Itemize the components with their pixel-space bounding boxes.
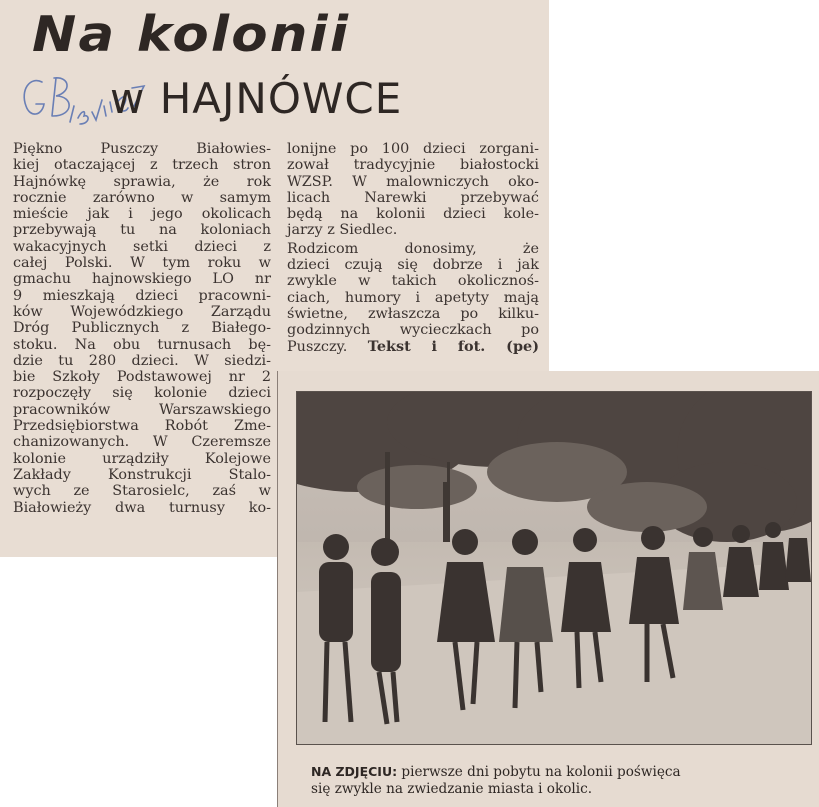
photograph-children-walking-icon bbox=[296, 391, 812, 745]
text-line: stoku. Na obu turnusach bę- bbox=[13, 336, 271, 353]
text-line: mieście jak i jego okolicach bbox=[13, 206, 271, 223]
text-line: gmachu hajnowskiego LO nr bbox=[13, 271, 271, 288]
text-line: Rodzicom donosimy, że bbox=[287, 240, 539, 257]
text-line: świetne, zwłaszcza po kilku- bbox=[287, 305, 539, 322]
text-line: pracowników Warszawskiego bbox=[13, 401, 271, 418]
text-line-last bbox=[287, 339, 539, 355]
text-line: zował tradycyjnie białostocki bbox=[287, 157, 539, 174]
article-subheadline: w HAJNÓWCE bbox=[110, 74, 403, 123]
caption-text: pierwsze dni pobytu na kolonii poświęca bbox=[401, 764, 681, 780]
text-line: bie Szkoły Podstawowej nr 2 bbox=[13, 369, 271, 386]
text-line: ciach, humory i apetyty mają bbox=[287, 289, 539, 306]
text-line: jarzy z Siedlec. bbox=[287, 222, 398, 239]
text-line: zwykle w takich okolicznoś- bbox=[287, 273, 539, 290]
text-line: wakacyjnych setki dzieci z bbox=[13, 238, 271, 255]
text-line: kiej otaczającej z trzech stron bbox=[13, 157, 271, 174]
text-line: 9 mieszkają dzieci pracowni- bbox=[13, 287, 271, 304]
text-line: chanizowanych. W Czeremsze bbox=[13, 434, 271, 451]
article-column-left bbox=[13, 141, 271, 516]
text-line: lonijne po 100 dzieci zorgani- bbox=[287, 141, 539, 157]
text-line: licach Narewki przebywać bbox=[287, 189, 539, 206]
text-line: całej Polski. W tym roku w bbox=[13, 255, 271, 272]
article-headline: Na kolonii bbox=[32, 6, 351, 63]
text-line: WZSP. W malowniczych oko- bbox=[287, 173, 539, 190]
caption-lead: NA ZDJĘCIU: bbox=[311, 764, 398, 779]
text-line: dzieci czują się dobrze i jak bbox=[287, 257, 539, 274]
photo-caption bbox=[311, 763, 811, 798]
text-line: Przedsiębiorstwa Robót Zme- bbox=[13, 418, 271, 435]
text-line: godzinnych wycieczkach po bbox=[287, 322, 539, 339]
text-line: Piękno Puszczy Białowies- bbox=[13, 141, 271, 157]
text-line: ków Wojewódzkiego Zarządu bbox=[13, 303, 271, 320]
text-line: wych ze Starosielc, zaś w bbox=[13, 483, 271, 500]
text-line: Hajnówkę sprawia, że rok bbox=[13, 173, 271, 190]
text-line: będą na kolonii dzieci kole- bbox=[287, 206, 539, 223]
text-line: kolonie urządziły Kolejowe bbox=[13, 450, 271, 467]
text-line: Zakłady Konstrukcji Stalo- bbox=[13, 466, 271, 483]
caption-line bbox=[311, 763, 811, 781]
text-line: rocznie zarówno w samym bbox=[13, 189, 271, 206]
text-line: Dróg Publicznych z Białego- bbox=[13, 320, 271, 337]
closing-text: Puszczy. bbox=[287, 338, 348, 355]
text-line: przebywają tu na koloniach bbox=[13, 222, 271, 239]
text-line: Białowieży dwa turnusy ko- bbox=[13, 499, 271, 516]
author-signature: Tekst i fot. (pe) bbox=[367, 337, 539, 355]
article-column-right bbox=[287, 141, 539, 355]
caption-line: się zwykle na zwiedzanie miasta i okolic. bbox=[311, 781, 593, 797]
text-line: rozpoczęły się kolonie dzieci bbox=[13, 385, 271, 402]
photo-illustration bbox=[297, 392, 811, 744]
text-line: dzie tu 280 dzieci. W siedzi- bbox=[13, 352, 271, 369]
